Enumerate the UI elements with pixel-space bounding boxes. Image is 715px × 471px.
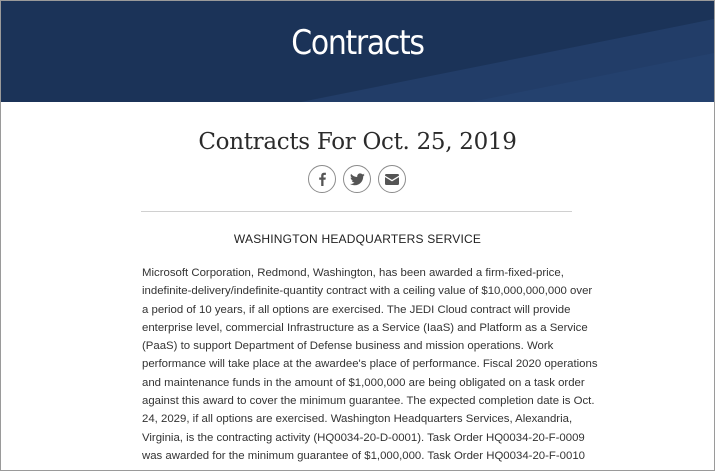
body-line: (PaaS) to support Department of Defense business and mission operations. Work <box>142 340 554 353</box>
header-banner <box>1 1 714 102</box>
facebook-share-button[interactable] <box>308 165 336 193</box>
body-line: indefinite-delivery/indefinite-quantity contract with a ceiling value of $10,000,000,000 over <box>142 285 593 298</box>
body-line: 24, 2029, if all options are exercised. Washington Headquarters Services, Alexandria, <box>142 413 573 426</box>
banner-title: Contracts <box>291 23 424 63</box>
article-body <box>142 264 598 465</box>
twitter-share-button[interactable] <box>343 165 371 193</box>
email-icon <box>385 174 399 185</box>
body-line: Microsoft Corporation, Redmond, Washington, has been awarded a firm-fixed-price, <box>142 267 564 279</box>
facebook-icon <box>316 172 328 186</box>
title-divider <box>141 211 572 212</box>
body-line: enterprise level, commercial Infrastructure as a Service (IaaS) and Platform as a Service <box>142 321 588 334</box>
share-buttons <box>308 165 408 193</box>
body-line: and maintenance funds in the amount of $1,000,000 are being obligated on a task order <box>142 376 585 389</box>
body-line: Virginia, is the contracting activity (HQ0034-20-D-0001). Task Order HQ0034-20-F-0009 <box>142 431 585 444</box>
body-line: against this award to cover the minimum guarantee. The expected completion date is Oct. <box>142 395 595 408</box>
section-heading: WASHINGTON HEADQUARTERS SERVICE <box>233 232 482 246</box>
email-share-button[interactable] <box>378 165 406 193</box>
page-title: Contracts For Oct. 25, 2019 <box>198 129 517 155</box>
twitter-icon <box>350 173 365 186</box>
body-line: performance will take place at the awardee's place of performance. Fiscal 2020 operations <box>142 358 598 371</box>
body-line: was awarded for the minimum guarantee of $1,000,000. Task Order HQ0034-20-F-0010 <box>142 449 585 462</box>
body-line: a period of 10 years, if all options are exercised. The JEDI Cloud contract will provide <box>142 303 571 316</box>
